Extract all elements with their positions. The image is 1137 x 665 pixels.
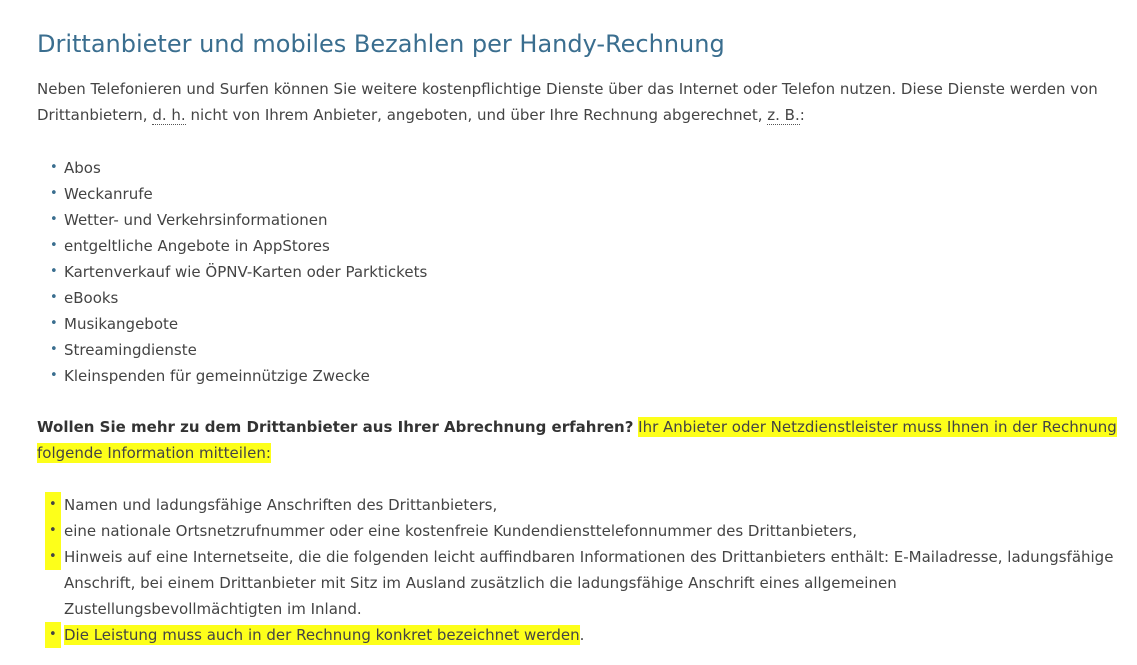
bullet-icon: •: [45, 518, 61, 544]
bullet-icon: •: [50, 368, 58, 383]
list-item: • Wetter- und Verkehrsinformationen: [37, 207, 1117, 233]
list-item: • eine nationale Ortsnetzrufnummer oder eine kostenfreie Kundendiensttelefonnummer des Drittanbieters,: [37, 518, 1117, 544]
list-item: • entgeltliche Angebote in AppStores: [37, 233, 1117, 259]
bullet-icon: •: [45, 492, 61, 518]
bullet-icon: •: [45, 622, 61, 648]
abbreviation-dh[interactable]: d. h.: [152, 106, 186, 124]
list-item: • Hinweis auf eine Internetseite, die die folgenden leicht auffindbaren Informationen des Drittanbieters enthält: E-Mailadresse, ladungsfähige Anschrift, bei einem Drittanbieter mit Sitz im Ausland zusätzlich die ladungsfähige Anschrift eines allgemeinen Zustellungsbevollmächtigten im Inland.: [37, 544, 1117, 622]
bullet-icon: •: [45, 544, 61, 570]
list-item: • Die Leistung muss auch in der Rechnung konkret bezeichnet werden.: [37, 622, 1117, 648]
intro-paragraph: [37, 76, 1117, 128]
article: [37, 26, 1117, 648]
services-list: [37, 155, 1117, 389]
abbreviation-zb[interactable]: z. B.: [767, 106, 800, 124]
list-item: • Kleinspenden für gemeinnützige Zwecke: [37, 363, 1117, 389]
bullet-icon: •: [50, 264, 58, 279]
intro-text-1: Neben Telefonieren und Surfen können Sie weitere kostenpflichtige Dienste über das Internet oder Telefon nutzen. Diese Dienste werden von Drittanbietern,: [37, 80, 1098, 124]
intro-text-2: nicht von Ihrem Anbieter, angeboten, und über Ihre Rechnung abgerechnet,: [185, 106, 768, 124]
list-item: • eBooks: [37, 285, 1117, 311]
intro-text-3: :: [799, 106, 805, 124]
bullet-icon: •: [50, 290, 58, 305]
question-bold: Wollen Sie mehr zu dem Drittanbieter aus Ihrer Abrechnung erfahren?: [37, 418, 634, 436]
list-item: • Musikangebote: [37, 311, 1117, 337]
bullet-icon: •: [50, 316, 58, 331]
list-item: • Namen und ladungsfähige Anschriften des Drittanbieters,: [37, 492, 1117, 518]
highlighted-text: Die Leistung muss auch in der Rechnung konkret bezeichnet werden: [64, 626, 580, 644]
question-paragraph: [37, 414, 1117, 466]
requirements-list: [37, 492, 1117, 648]
list-item: • Kartenverkauf wie ÖPNV-Karten oder Parktickets: [37, 259, 1117, 285]
list-item: • Abos: [37, 155, 1117, 181]
list-item: • Weckanrufe: [37, 181, 1117, 207]
bullet-icon: •: [50, 160, 58, 175]
list-item: • Streamingdienste: [37, 337, 1117, 363]
bullet-icon: •: [50, 342, 58, 357]
bullet-icon: •: [50, 186, 58, 201]
bullet-icon: •: [50, 238, 58, 253]
bullet-icon: •: [50, 212, 58, 227]
highlighted-text: Ihr Anbieter oder Netzdienstleister muss Ihnen in der Rechnung folgende Information mitteilen:: [37, 418, 1117, 462]
page-title: Drittanbieter und mobiles Bezahlen per Handy-Rechnung: [37, 30, 725, 58]
